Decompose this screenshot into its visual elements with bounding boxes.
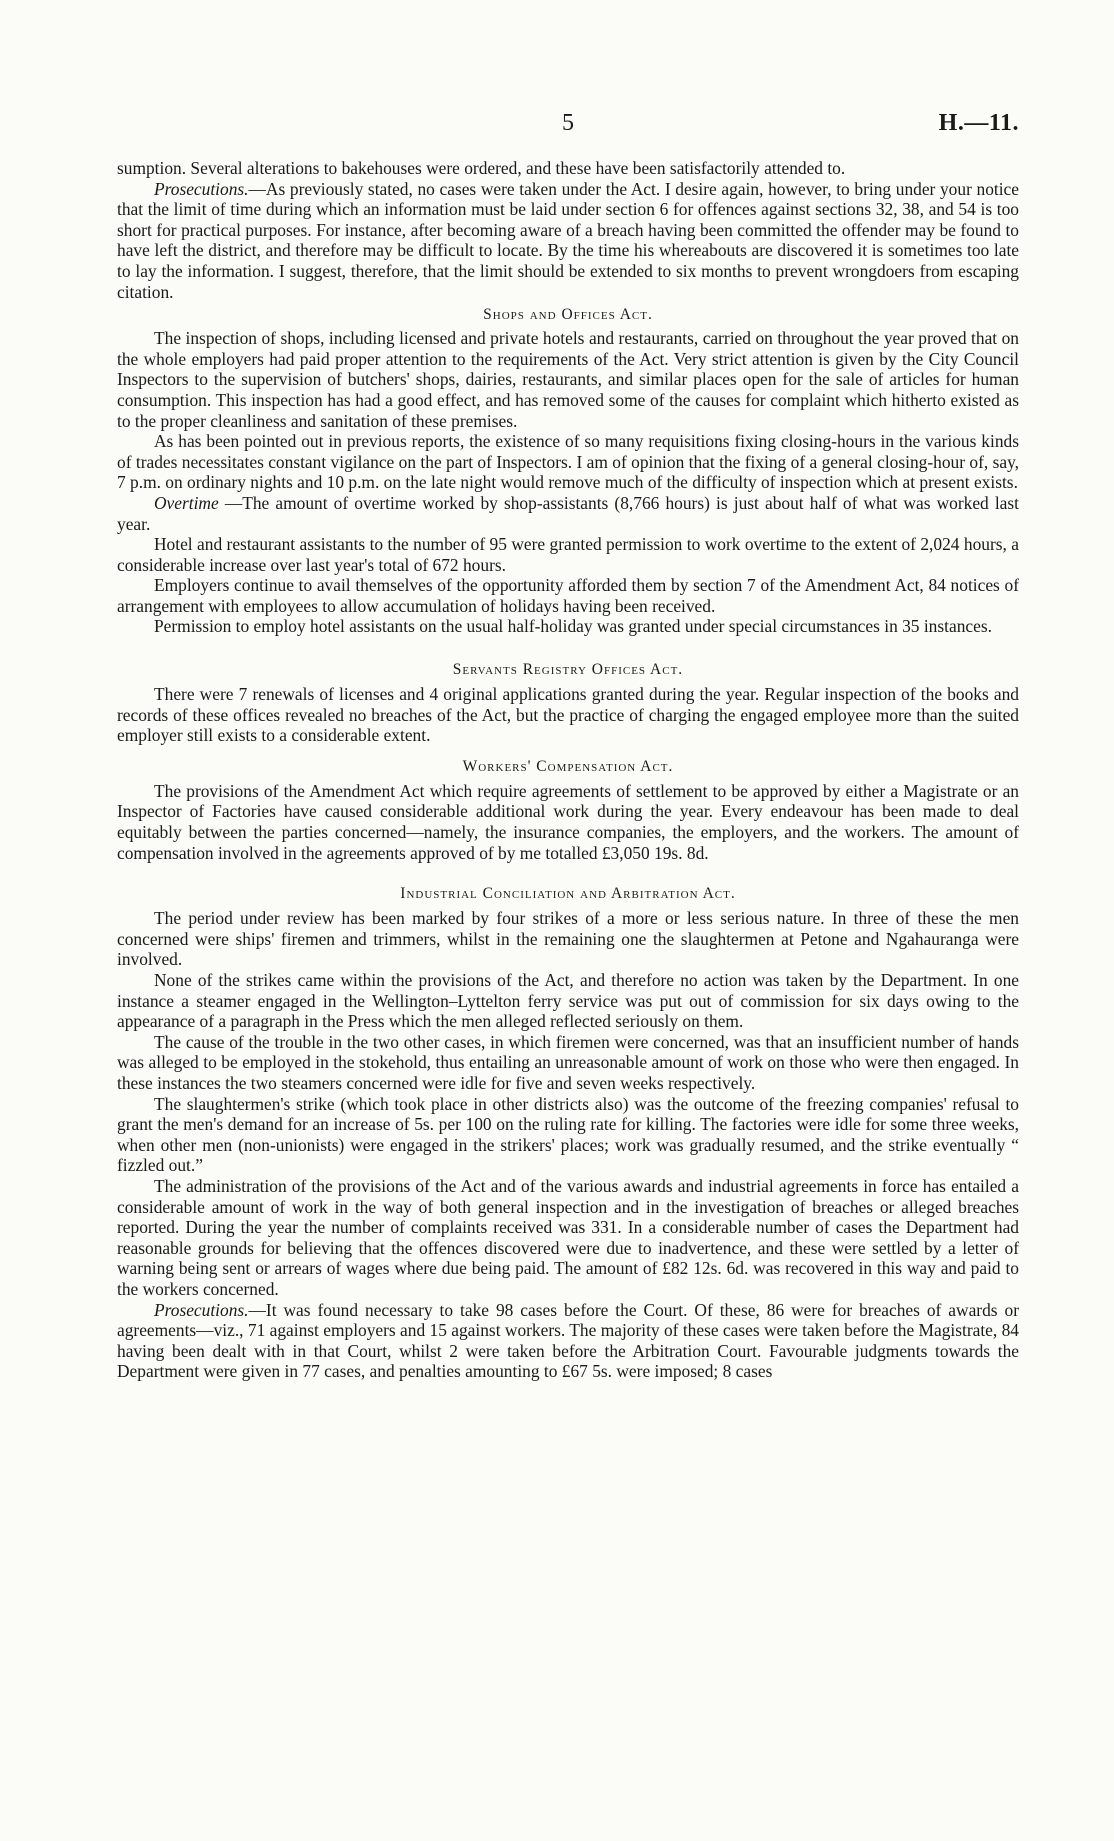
- section-heading-workers: Workers' Compensation Act.: [462, 757, 674, 775]
- paragraph: The period under review has been marked by four strikes of a more or less serious nature. In three of these the men concerned were ships' firemen and trimmers, whilst in the remaining one the slaughtermen at Petone and Ngahauranga were involved.: [117, 908, 1019, 970]
- paragraph: Employers continue to avail themselves of the opportunity afforded them by section 7 of the Amendment Act, 84 notices of arrangement with employees to allow accumulation of holidays having been received.: [117, 575, 1019, 616]
- section-heading-industrial: Industrial Conciliation and Arbitration Act.: [400, 885, 736, 903]
- page-number: 5: [562, 110, 574, 136]
- paragraph: The cause of the trouble in the two other cases, in which firemen were concerned, was that an insufficient number of hands was alleged to be employed in the stokehold, thus entailing an unreasonable amount of work on those who were then engaged. In these instances the two steamers concerned were idle for five and seven weeks respectively.: [117, 1031, 1019, 1093]
- run-in-heading: Prosecutions.: [154, 178, 249, 199]
- page-body: [117, 158, 1019, 1382]
- paragraph: As has been pointed out in previous reports, the existence of so many requisitions fixing closing-hours in the various kinds of trades necessitates constant vigilance on the part of Inspectors. I am of opinion that the fixing of a general closing-hour of, say, 7 p.m. on ordinary nights and 10 p.m. on the late night would remove much of the difficulty of inspection which at present exists.: [117, 431, 1019, 493]
- paragraph: There were 7 renewals of licenses and 4 original applications granted during the year. Regular inspection of the books and records of these offices revealed no breaches of the Act, but the practice of charging the engaged employee more than the suited employer still exists to a considerable extent.: [117, 684, 1019, 746]
- paragraph: Permission to employ hotel assistants on the usual half-holiday was granted under special circumstances in 35 instances.: [154, 616, 992, 637]
- paragraph-text: —It was found necessary to take 98 cases before the Court. Of these, 86 were for breaches of awards or agreements—viz., 71 against employers and 15 against workers. The majority of these cases were taken before the Magistrate, 84 having been dealt with in that Court, whilst 2 were taken before the Arbitration Court. Favourable judgments towards the Department were given in 77 cases, and penalties amounting to £67 5s. were imposed; 8 cases: [117, 1299, 1019, 1382]
- section-heading-servants: Servants Registry Offices Act.: [452, 661, 684, 679]
- run-in-heading: Prosecutions.: [154, 1299, 249, 1320]
- paragraph: sumption. Several alterations to bakehouses were ordered, and these have been satisfactorily attended to.: [117, 158, 846, 178]
- paragraph: [117, 179, 1019, 303]
- paragraph-text: —As previously stated, no cases were taken under the Act. I desire again, however, to bring under your notice that the limit of time during which an information must be laid under section 6 for offences against sections 32, 38, and 54 is too short for practical purposes. For instance, after becoming aware of a breach having been committed the offender may be found to have left the district, and therefore may be difficult to locate. By the time his whereabouts are discovered it is sometimes too late to lay the information. I suggest, therefore, that the limit should be extended to six months to prevent wrongdoers from escaping citation.: [117, 178, 1019, 302]
- paragraph: Hotel and restaurant assistants to the number of 95 were granted permission to work overtime to the extent of 2,024 hours, a considerable increase over last year's total of 672 hours.: [117, 534, 1019, 575]
- paragraph-text: —The amount of overtime worked by shop-assistants (8,766 hours) is just about half of what was worked last year.: [117, 492, 1019, 534]
- document-reference: H.—11.: [938, 110, 1019, 136]
- paragraph: [117, 493, 1019, 534]
- run-in-heading: Overtime: [154, 492, 219, 513]
- paragraph: The inspection of shops, including licensed and private hotels and restaurants, carried on throughout the year proved that on the whole employers had paid proper attention to the requirements of the Act. Very strict attention is given by the City Council Inspectors to the supervision of butchers' shops, dairies, restaurants, and similar places open for the sale of articles for human consumption. This inspection has had a good effect, and has removed some of the causes for complaint which hitherto existed as to the proper cleanliness and sanitation of these premises.: [117, 328, 1019, 431]
- section-heading-shops: Shops and Offices Act.: [483, 306, 653, 324]
- paragraph: None of the strikes came within the provisions of the Act, and therefore no action was taken by the Department. In one instance a steamer engaged in the Wellington–Lyttelton ferry service was put out of commission for six days owing to the appearance of a paragraph in the Press which the men alleged reflected seriously on them.: [117, 970, 1019, 1032]
- page-header: [117, 110, 1019, 140]
- paragraph: The slaughtermen's strike (which took place in other districts also) was the outcome of the freezing companies' refusal to grant the men's demand for an increase of 5s. per 100 on the ruling rate for killing. The factories were idle for some three weeks, when other men (non-unionists) were engaged in the strikers' places; work was gradually resumed, and the strike eventually “ fizzled out.”: [117, 1093, 1019, 1176]
- paragraph: The provisions of the Amendment Act which require agreements of settlement to be approved by either a Magistrate or an Inspector of Factories have caused considerable additional work during the year. Every endeavour has been made to deal equitably between the parties concerned—namely, the insurance companies, the employers, and the workers. The amount of compensation involved in the agreements approved of by me totalled £3,050 19s. 8d.: [117, 780, 1019, 863]
- paragraph: [117, 1300, 1019, 1382]
- paragraph: The administration of the provisions of the Act and of the various awards and industrial agreements in force has entailed a considerable amount of work in the way of both general inspection and in the investigation of breaches or alleged breaches reported. During the year the number of complaints received was 331. In a considerable number of cases the Department had reasonable grounds for believing that the offences discovered were due to inadvertence, and these were settled by a letter of warning being sent or arrears of wages where due being paid. The amount of £82 12s. 6d. was recovered in this way and paid to the workers concerned.: [117, 1175, 1019, 1299]
